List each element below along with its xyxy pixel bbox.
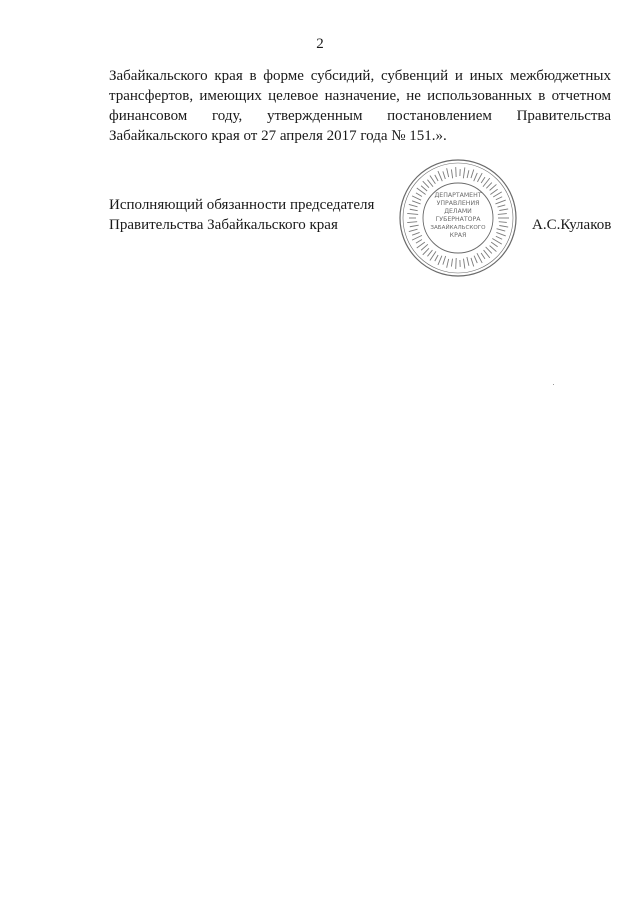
seal-ring-mark (409, 204, 418, 206)
paragraph-last-line: Забайкальского края от 27 апреля 2017 года № 151.». (109, 128, 447, 144)
seal-ring-mark (493, 192, 502, 197)
seal-ring-mark (410, 209, 418, 210)
seal-center-line-4: ГУБЕРНАТОРА (435, 216, 481, 223)
seal-ring-mark (435, 175, 438, 181)
word: имеющих (199, 88, 262, 104)
word: иных (469, 68, 504, 84)
seal-ring-mark (410, 225, 419, 227)
seal-ring-mark (427, 180, 433, 187)
word: субсидий, (310, 68, 375, 84)
word: постановлением (387, 108, 492, 124)
official-seal-stamp (398, 158, 518, 278)
seal-ring-mark (467, 257, 469, 266)
seal-ring-mark (490, 189, 497, 194)
signatory-title (109, 195, 374, 235)
seal-ring-mark (407, 213, 418, 214)
seal-ring-mark (447, 259, 449, 268)
seal-ring-mark (496, 197, 502, 200)
seal-center-line-5: ЗАБАЙКАЛЬСКОГО (430, 225, 486, 231)
seal-ring-mark (412, 235, 422, 240)
word: и (454, 68, 463, 84)
body-paragraph (109, 66, 611, 146)
seal-ring-mark (492, 239, 501, 245)
seal-ring-mark (438, 256, 442, 265)
seal-ring-mark (435, 255, 438, 261)
paragraph-line-1 (109, 66, 611, 86)
seal-ring-mark (443, 171, 445, 179)
seal-ring-mark (477, 173, 482, 182)
seal-ring-mark (438, 171, 442, 181)
seal-ring-mark (407, 222, 417, 223)
seal-ring-mark (451, 259, 452, 267)
seal-center-line-2: УПРАВЛЕНИЯ (436, 200, 480, 207)
seal-ring-mark (474, 173, 478, 181)
seal-ring-mark (474, 256, 477, 263)
seal-ring-mark (412, 201, 420, 204)
seal-ring-mark (481, 253, 485, 259)
seal-ring-mark (416, 240, 422, 244)
word: году, (212, 108, 243, 124)
seal-center-line-6: КРАЯ (449, 232, 467, 239)
seal-ring-mark (412, 232, 419, 235)
seal-ring-mark (471, 258, 474, 267)
seal-ring-mark (451, 169, 452, 178)
seal-ring-mark (497, 229, 506, 231)
seal-ring-mark (427, 250, 432, 256)
seal-center-line-3: ДЕЛАМИ (444, 208, 472, 215)
word: целевое (268, 88, 319, 104)
seal-ring-mark (499, 209, 508, 211)
paragraph-line-4 (109, 126, 611, 146)
seal-ring-mark (443, 256, 446, 265)
signatory-title-line-2: Правительства Забайкальского края (109, 217, 338, 233)
seal-ring-mark (409, 229, 418, 231)
signatory-name: А.С.Кулаков (532, 217, 612, 233)
seal-ring-mark (423, 248, 429, 255)
word: Забайкальского (109, 68, 208, 84)
paragraph-line-2 (109, 86, 611, 106)
seal-ring-mark (477, 253, 482, 263)
seal-ring-mark (498, 205, 506, 207)
seal-ring-mark (416, 193, 422, 197)
seal-ring-mark (456, 258, 457, 269)
word: трансфертов, (109, 88, 194, 104)
seal-center-line-1: ДЕПАРТАМЕНТ (434, 192, 482, 199)
seal-ring-mark (421, 244, 428, 250)
seal-ring-mark (421, 186, 427, 191)
seal-ring-mark (471, 170, 474, 179)
word: в (538, 88, 546, 104)
page-number: 2 (316, 36, 324, 52)
word: финансовом (109, 108, 188, 124)
seal-ring-mark (447, 168, 449, 177)
paragraph-line-3 (109, 106, 611, 126)
seal-ring-mark (463, 167, 464, 178)
word: утвержденным (266, 108, 363, 124)
word: форме (263, 68, 304, 84)
word: межбюджетных (509, 68, 611, 84)
seal-ring-mark (412, 196, 421, 200)
word: отчетном (551, 88, 611, 104)
word: назначение, (324, 88, 400, 104)
seal-ring-mark (486, 247, 492, 254)
seal-ring-mark (486, 183, 492, 189)
seal-ring-mark (496, 232, 505, 236)
seal-ring-mark (481, 177, 485, 183)
seal-ring-mark (498, 214, 507, 215)
seal-ring-mark (490, 246, 497, 252)
scan-speck (553, 384, 554, 385)
seal-ring-mark (496, 236, 502, 239)
word: использованных (427, 88, 532, 104)
seal-ring-mark (484, 250, 490, 258)
word: края (214, 68, 243, 84)
signatory-title-line-1: Исполняющий обязанности председателя (109, 197, 375, 213)
word: Правительства (516, 108, 611, 124)
word: не (406, 88, 421, 104)
seal-ring-mark (491, 242, 497, 247)
seal-ring-mark (430, 175, 436, 183)
seal-ring-mark (467, 170, 469, 178)
seal-ring-mark (499, 222, 507, 223)
word: в (249, 68, 257, 84)
seal-ring-mark (499, 226, 508, 228)
seal-ring-mark (423, 181, 429, 188)
seal-ring-mark (490, 184, 497, 190)
seal-ring-mark (495, 200, 505, 204)
seal-ring-mark (417, 242, 425, 248)
seal-ring-mark (464, 259, 465, 269)
word: субвенций (380, 68, 449, 84)
